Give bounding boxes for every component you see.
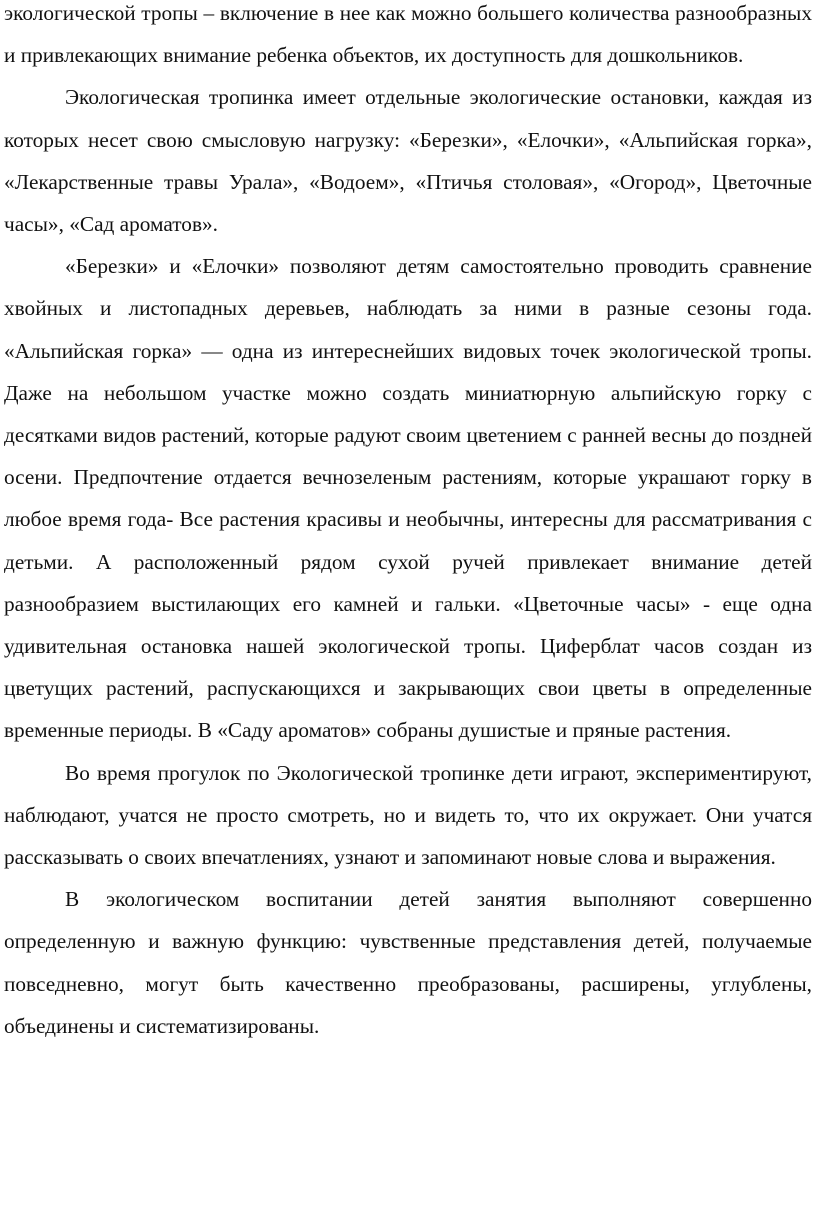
paragraph-ecological-education: В экологическом воспитании детей занятия выполняют совершенно определенную и важную функцию: чувственные представления детей, получаемые повседневно, могут быть качественно преобразованы, расширены, углублены, объединены и систематизированы. bbox=[4, 887, 812, 1038]
paragraph-walks: Во время прогулок по Экологической тропинке дети играют, экспериментируют, наблюдают, учатся не просто смотреть, но и видеть то, что их окружает. Они учатся рассказывать о своих впечатлениях, узнают и запоминают новые слова и выражения. bbox=[4, 760, 812, 870]
paragraph-ecological-stops: Экологическая тропинка имеет отдельные экологические остановки, каждая из которых несет свою смысловую нагрузку: «Березки», «Елочки», «Альпийская горка», «Лекарственные травы Урала», «Водоем», «Птичья столовая», «Огород», Цветочные часы», «Сад ароматов». bbox=[4, 85, 812, 237]
paragraph-birches-and-firs: «Березки» и «Елочки» позволяют детям самостоятельно проводить сравнение хвойных и листопадных деревьев, наблюдать за ними в разные сезоны года. «Альпийская горка» — одна из интереснейших видовых точек экологической тропы. Даже на небольшом участке можно создать миниатюрную альпийскую горку с десятками видов растений, которые радуют своим цветением с ранней весны до поздней осени. Предпочтение отдается вечнозеленым растениям, которые украшают горку в любое время года- Все растения красивы и необычны, интересны для рассматривания с детьми. А расположенный рядом сухой ручей привлекает внимание детей разнообразием выстилающих его камней и гальки. «Цветочные часы» - еще одна удивительная остановка нашей экологической тропы. Циферблат часов создан из цветущих растений, распускающихся и закрывающих свои цветы в определенные временные периоды. В «Саду ароматов» собраны душистые и пряные растения. bbox=[4, 254, 812, 743]
paragraph-continuation: экологической тропы – включение в нее как можно большего количества разнообразных и привлекающих внимание ребенка объектов, их доступность для дошкольников. bbox=[4, 1, 812, 68]
